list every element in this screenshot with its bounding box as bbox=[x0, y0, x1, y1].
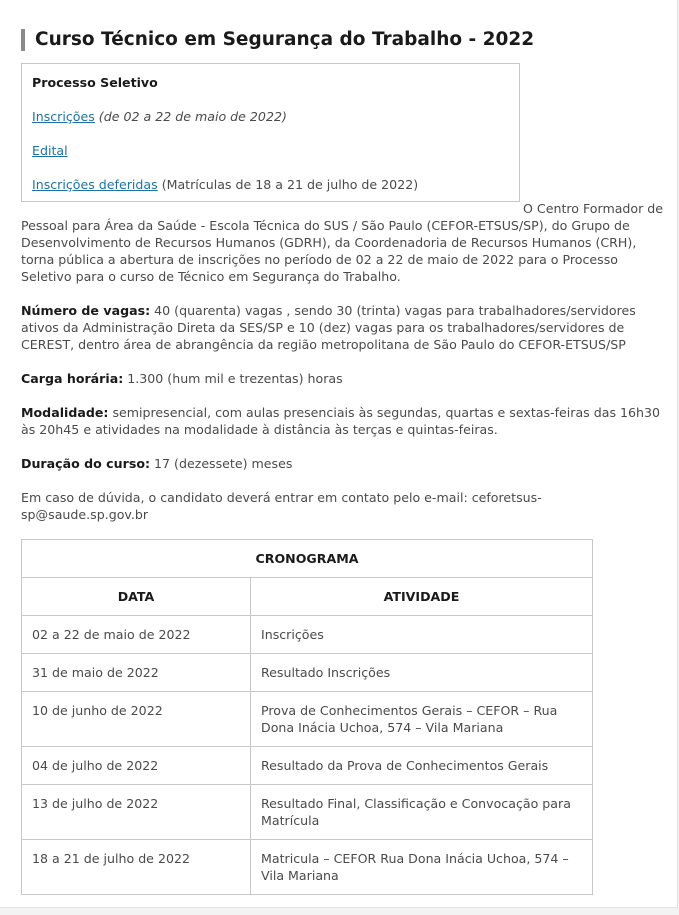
cronograma-table bbox=[21, 539, 593, 895]
row-atividade-cell: Resultado Inscrições bbox=[251, 654, 593, 692]
intro-paragraph: O Centro Formador de Pessoal para Área da Saúde - Escola Técnica do SUS / São Paulo (CEFOR-ETSUS/SP), do Grupo de Desenvolvimento de Recursos Humanos (GDRH), da Coordenadoria de Recursos Humanos (CRH), torna pública a abertura de inscrições no período de 02 a 22 de maio de 2022 para o Processo Seletivo para o curso de Técnico em Segurança do Trabalho. bbox=[21, 201, 664, 284]
inscricoes-line bbox=[32, 108, 519, 125]
vagas-label: Número de vagas: bbox=[21, 303, 151, 318]
deferidas-line bbox=[32, 176, 519, 193]
cronograma-header-row bbox=[22, 578, 593, 616]
row-atividade-cell: Matricula – CEFOR Rua Dona Inácia Uchoa, 574 – Vila Mariana bbox=[251, 840, 593, 895]
row-atividade-cell: Resultado da Prova de Conhecimentos Gerais bbox=[251, 747, 593, 785]
row-data-cell: 13 de julho de 2022 bbox=[22, 785, 251, 840]
table-row bbox=[22, 785, 593, 840]
table-row bbox=[22, 747, 593, 785]
row-data-cell: 02 a 22 de maio de 2022 bbox=[22, 616, 251, 654]
deferidas-note: (Matrículas de 18 a 21 de julho de 2022) bbox=[157, 177, 419, 192]
table-row bbox=[22, 840, 593, 895]
inscricoes-deferidas-link[interactable]: Inscrições deferidas bbox=[32, 177, 158, 192]
duracao-label: Duração do curso: bbox=[21, 456, 151, 471]
row-data-cell: 10 de junho de 2022 bbox=[22, 692, 251, 747]
row-data-cell: 31 de maio de 2022 bbox=[22, 654, 251, 692]
duracao-text: 17 (dezessete) meses bbox=[150, 456, 293, 471]
inscricoes-note: (de 02 a 22 de maio de 2022) bbox=[94, 109, 287, 124]
contato-paragraph: Em caso de dúvida, o candidato deverá entrar em contato pelo e-mail: ceforetsus-sp@saude.sp.gov.br bbox=[21, 490, 542, 522]
article-body bbox=[21, 63, 667, 540]
row-data-cell: 18 a 21 de julho de 2022 bbox=[22, 840, 251, 895]
carga-paragraph bbox=[21, 370, 667, 387]
col-header-data: DATA bbox=[22, 578, 251, 616]
processo-seletivo-box bbox=[21, 63, 520, 202]
modalidade-label: Modalidade: bbox=[21, 405, 109, 420]
vagas-text: 40 (quarenta) vagas , sendo 30 (trinta) vagas para trabalhadores/servidores ativos da Administração Direta da SES/SP e 10 (dez) vagas para os trabalhadores/servidores de CEREST, dentro área de abrangência da região metropolitana de São Paulo do CEFOR-ETSUS/SP bbox=[21, 303, 636, 352]
table-row bbox=[22, 616, 593, 654]
row-atividade-cell: Resultado Final, Classificação e Convocação para Matrícula bbox=[251, 785, 593, 840]
cronograma-caption-row bbox=[22, 540, 593, 578]
table-row bbox=[22, 654, 593, 692]
carga-label: Carga horária: bbox=[21, 371, 124, 386]
edital-link[interactable]: Edital bbox=[32, 143, 68, 158]
edital-line bbox=[32, 142, 519, 159]
page-title: Curso Técnico em Segurança do Trabalho - 2022 bbox=[21, 29, 534, 51]
duracao-paragraph bbox=[21, 455, 667, 472]
modalidade-paragraph bbox=[21, 404, 667, 438]
carga-text: 1.300 (hum mil e trezentas) horas bbox=[123, 371, 343, 386]
modalidade-text: semipresencial, com aulas presenciais às segundas, quartas e sextas-feiras das 16h30 às 20h45 e atividades na modalidade à distância às terças e quintas-feiras. bbox=[21, 405, 661, 437]
vagas-paragraph bbox=[21, 302, 667, 353]
col-header-atividade: ATIVIDADE bbox=[251, 578, 593, 616]
table-row bbox=[22, 692, 593, 747]
cronograma-caption: CRONOGRAMA bbox=[22, 540, 593, 578]
row-data-cell: 04 de julho de 2022 bbox=[22, 747, 251, 785]
box-heading: Processo Seletivo bbox=[32, 75, 158, 90]
row-atividade-cell: Inscrições bbox=[251, 616, 593, 654]
row-atividade-cell: Prova de Conhecimentos Gerais – CEFOR – Rua Dona Inácia Uchoa, 574 – Vila Mariana bbox=[251, 692, 593, 747]
inscricoes-link[interactable]: Inscrições bbox=[32, 109, 95, 124]
